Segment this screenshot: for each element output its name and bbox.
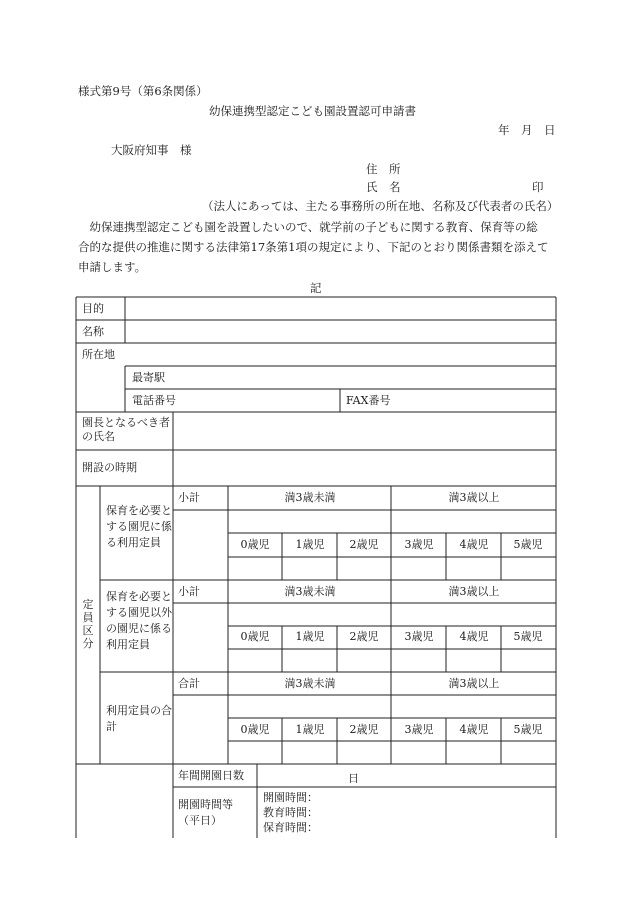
group-3-label: 利用定員の合計 xyxy=(106,704,172,733)
group-2-age-4: 4歳児 xyxy=(459,630,489,643)
group-2-age-1: 1歳児 xyxy=(295,630,325,643)
group-2-subtotal-label: 小計 xyxy=(178,585,200,598)
group-2-under3-header: 満3歳未満 xyxy=(284,585,336,598)
group-2-age-5: 5歳児 xyxy=(513,630,543,643)
group-1-age-2: 2歳児 xyxy=(349,538,379,551)
body-line-3: 申請します。 xyxy=(78,260,147,274)
group-3-age-1: 1歳児 xyxy=(295,723,325,736)
director-label: 園長となるべき者の氏名 xyxy=(82,416,170,443)
group-3-age-5: 5歳児 xyxy=(513,723,543,736)
group-1-over3-header: 満3歳以上 xyxy=(448,491,500,504)
group-2-age-2: 2歳児 xyxy=(349,630,379,643)
application-date: 年 月 日 xyxy=(498,123,556,137)
form-number: 様式第9号（第6条関係） xyxy=(78,84,208,98)
applicant-name-label: 氏 名 xyxy=(366,180,401,194)
group-1-subtotal-label: 小計 xyxy=(178,491,200,504)
group-3-total-label: 合計 xyxy=(178,677,200,690)
corporation-note: （法人にあっては、主たる事務所の所在地、名称及び代表者の氏名） xyxy=(202,199,559,213)
opening-hours-item: 開園時間： xyxy=(263,791,318,804)
nearest-station-label: 最寄駅 xyxy=(132,371,165,384)
hours-label-2: （平日） xyxy=(178,814,222,827)
group-3-age-2: 2歳児 xyxy=(349,723,379,736)
group-1-age-4: 4歳児 xyxy=(459,538,489,551)
addressee: 大阪府知事 様 xyxy=(111,143,192,157)
group-1-age-0: 0歳児 xyxy=(240,538,270,551)
group-3-age-4: 4歳児 xyxy=(459,723,489,736)
address-label: 住 所 xyxy=(366,162,401,176)
childcare-hours-item: 保育時間： xyxy=(263,821,318,834)
group-1-label: 保育を必要とする園児に係る利用定員 xyxy=(106,504,172,549)
group-3-age-0: 0歳児 xyxy=(240,723,270,736)
document-title: 幼保連携型認定こども園設置認可申請書 xyxy=(209,104,416,118)
group-1-age-3: 3歳児 xyxy=(404,538,434,551)
group-1-under3-header: 満3歳未満 xyxy=(284,491,336,504)
group-2-age-3: 3歳児 xyxy=(404,630,434,643)
education-hours-item: 教育時間： xyxy=(263,806,318,819)
ki-heading: 記 xyxy=(310,281,322,295)
group-2-age-0: 0歳児 xyxy=(240,630,270,643)
group-1-age-1: 1歳児 xyxy=(295,538,325,551)
body-line-2: 合的な提供の推進に関する法律第17条第1項の規定により、下記のとおり関係書類を添えて xyxy=(78,240,549,254)
body-line-1: 幼保連携型認定こども園を設置したいので、就学前の子どもに関する教育、保育等の総 xyxy=(78,220,538,234)
group-1-age-5: 5歳児 xyxy=(513,538,543,551)
hours-label-1: 開園時間等 xyxy=(178,798,233,811)
purpose-label: 目的 xyxy=(82,302,104,315)
seal-mark: 印 xyxy=(532,180,544,194)
phone-label: 電話番号 xyxy=(132,394,176,407)
days-unit: 日 xyxy=(348,772,359,785)
opening-time-label: 開設の時期 xyxy=(82,461,137,474)
facility-name-label: 名称 xyxy=(82,325,104,338)
group-3-under3-header: 満3歳未満 xyxy=(284,677,336,690)
group-2-over3-header: 満3歳以上 xyxy=(448,585,500,598)
fax-label: FAX番号 xyxy=(346,394,391,407)
group-3-age-3: 3歳児 xyxy=(404,723,434,736)
annual-days-label: 年間開園日数 xyxy=(178,769,244,782)
group-3-over3-header: 満3歳以上 xyxy=(448,677,500,690)
group-2-label: 保育を必要とする園児以外の園児に係る利用定員 xyxy=(106,590,172,651)
location-label: 所在地 xyxy=(82,348,115,361)
capacity-category-label: 定員区分 xyxy=(82,598,94,650)
